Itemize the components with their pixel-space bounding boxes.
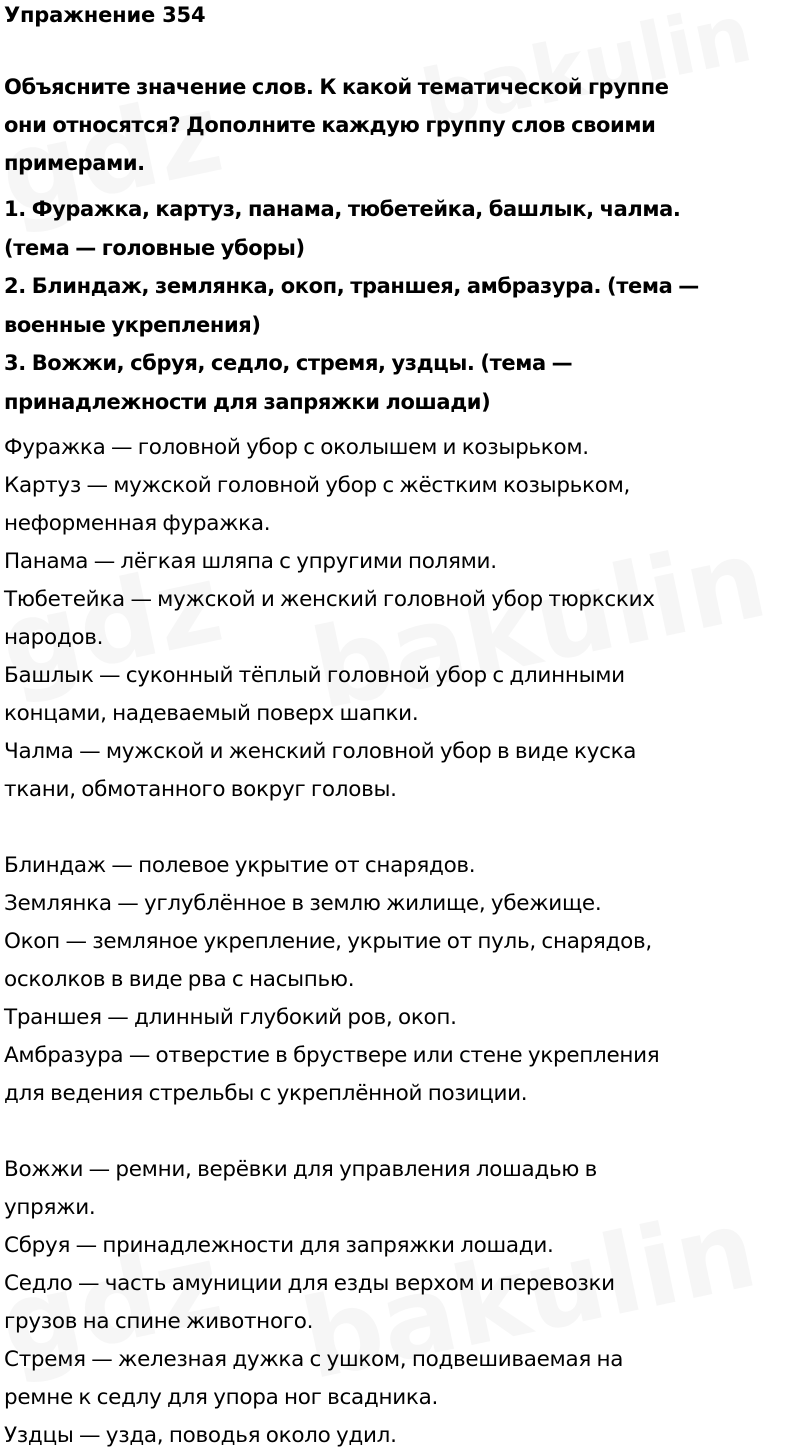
group-line: 3. Вожжи, сбруя, седло, стремя, уздцы. (тема — <box>4 351 573 375</box>
group-line: (тема — головные уборы) <box>4 235 305 260</box>
group-line: военные укрепления) <box>4 312 261 337</box>
definition-line: грузов на спине животного. <box>4 1309 314 1334</box>
definitions <box>4 429 796 1455</box>
group-line: 1. Фуражка, картуз, панама, тюбетейка, башлык, чалма. <box>4 197 681 221</box>
definition-line: Вожжи — ремни, верёвки для управления лошадью в <box>4 1157 598 1182</box>
definition-line: Амбразура — отверстие в бруствере или стене укрепления <box>4 1043 660 1068</box>
paragraph-gap <box>4 1113 796 1151</box>
definition-line: Сбруя — принадлежности для запряжки лошади. <box>4 1233 554 1258</box>
definition-line: упряжи. <box>4 1195 96 1220</box>
definition-line: концами, надеваемый поверх шапки. <box>4 701 419 726</box>
definition-line: ткани, обмотанного вокруг головы. <box>4 777 397 802</box>
task-line: примерами. <box>4 151 145 175</box>
definition-line: Уздцы — узда, поводья около удил. <box>4 1423 397 1448</box>
definition-line: для ведения стрельбы с укреплённой позиции. <box>4 1081 528 1106</box>
definition-line: Фуражка — головной убор с околышем и козырьком. <box>4 435 589 460</box>
definition-line: Седло — часть амуниции для езды верхом и перевозки <box>4 1271 615 1296</box>
definition-line: неформенная фуражка. <box>4 511 271 536</box>
exercise-title: Упражнение 354 <box>4 3 206 27</box>
paragraph-gap <box>4 809 796 847</box>
task-line: Объясните значение слов. К какой тематической группе <box>4 75 669 99</box>
definition-line: Землянка — углублённое в землю жилище, убежище. <box>4 891 602 916</box>
exercise-page <box>4 0 796 1455</box>
task-line: они относятся? Дополните каждую группу слов своими <box>4 113 656 137</box>
word-groups <box>4 190 796 421</box>
definition-line: осколков в виде рва с насыпью. <box>4 967 355 992</box>
definition-line: Окоп — земляное укрепление, укрытие от пуль, снарядов, <box>4 929 652 954</box>
definition-line: Траншея — длинный глубокий ров, окоп. <box>4 1005 457 1030</box>
definition-line: Башлык — суконный тёплый головной убор с длинными <box>4 663 625 688</box>
definition-line: Стремя — железная дужка с ушком, подвешиваемая на <box>4 1347 624 1372</box>
definition-line: Картуз — мужской головной убор с жёстким козырьком, <box>4 473 631 498</box>
group-line: 2. Блиндаж, землянка, окоп, траншея, амбразура. (тема — <box>4 274 699 298</box>
definition-line: ремне к седлу для упора ног всадника. <box>4 1385 439 1410</box>
task-statement <box>4 68 796 182</box>
definition-line: Блиндаж — полевое укрытие от снарядов. <box>4 853 476 878</box>
group-line: принадлежности для запряжки лошади) <box>4 389 491 414</box>
definition-line: Панама — лёгкая шляпа с упругими полями. <box>4 549 497 574</box>
definition-line: Тюбетейка — мужской и женский головной убор тюркских <box>4 587 655 612</box>
definition-line: народов. <box>4 625 104 650</box>
definition-line: Чалма — мужской и женский головной убор в виде куска <box>4 739 637 764</box>
